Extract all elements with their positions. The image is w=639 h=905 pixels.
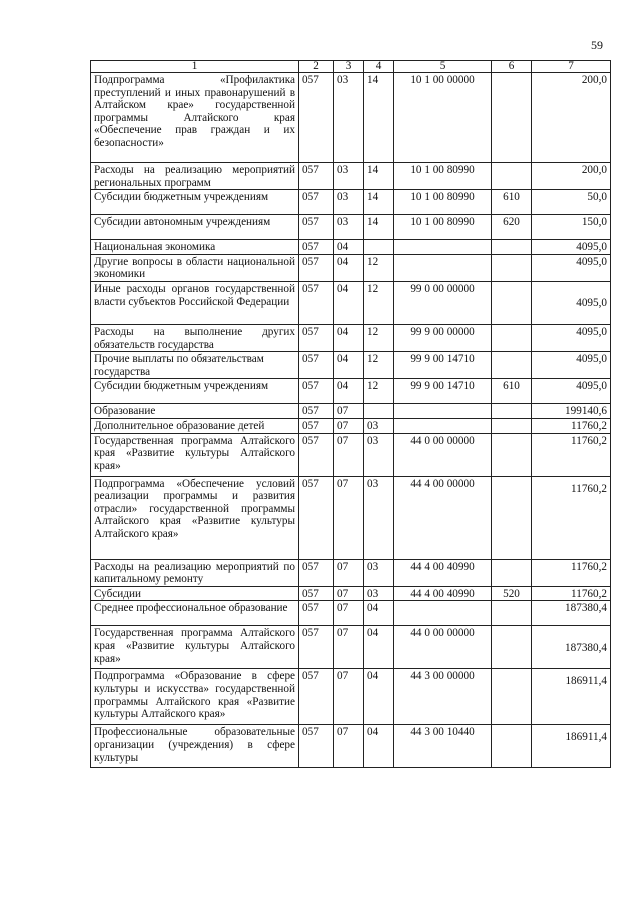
table-row bbox=[91, 73, 611, 163]
row-section: 04 bbox=[334, 324, 364, 351]
row-subsection bbox=[364, 404, 394, 419]
row-amount: 11760,2 bbox=[532, 586, 611, 601]
table-row bbox=[91, 379, 611, 404]
row-name: Расходы на реализацию мероприятий региональных программ bbox=[91, 163, 299, 190]
row-subsection: 12 bbox=[364, 379, 394, 404]
row-target-article bbox=[394, 418, 492, 433]
row-amount: 11760,2 bbox=[532, 433, 611, 476]
row-subsection: 14 bbox=[364, 215, 394, 240]
table-row bbox=[91, 215, 611, 240]
table-row bbox=[91, 433, 611, 476]
row-name: Среднее профессиональное образование bbox=[91, 601, 299, 626]
row-target-article: 44 4 00 00000 bbox=[394, 476, 492, 559]
row-grbs: 057 bbox=[299, 240, 334, 255]
row-section: 04 bbox=[334, 379, 364, 404]
table-row bbox=[91, 404, 611, 419]
row-section: 07 bbox=[334, 476, 364, 559]
row-target-article: 44 4 00 40990 bbox=[394, 586, 492, 601]
row-target-article bbox=[394, 404, 492, 419]
row-grbs: 057 bbox=[299, 190, 334, 215]
table-row bbox=[91, 190, 611, 215]
row-target-article: 10 1 00 80990 bbox=[394, 163, 492, 190]
table-row bbox=[91, 163, 611, 190]
row-amount: 199140,6 bbox=[532, 404, 611, 419]
row-grbs: 057 bbox=[299, 163, 334, 190]
row-amount: 187380,4 bbox=[532, 626, 611, 669]
row-amount: 11760,2 bbox=[532, 418, 611, 433]
row-target-article: 99 9 00 14710 bbox=[394, 352, 492, 379]
row-amount: 11760,2 bbox=[532, 476, 611, 559]
row-expense-type bbox=[492, 254, 532, 281]
row-grbs: 057 bbox=[299, 433, 334, 476]
row-subsection: 14 bbox=[364, 190, 394, 215]
row-section: 07 bbox=[334, 601, 364, 626]
row-expense-type bbox=[492, 476, 532, 559]
budget-table bbox=[90, 60, 611, 768]
row-expense-type bbox=[492, 601, 532, 626]
table-row bbox=[91, 669, 611, 725]
row-section: 07 bbox=[334, 559, 364, 586]
row-subsection: 04 bbox=[364, 669, 394, 725]
row-name: Государственная программа Алтайского края «Развитие культуры Алтайского края» bbox=[91, 626, 299, 669]
row-subsection: 12 bbox=[364, 281, 394, 324]
row-subsection: 12 bbox=[364, 352, 394, 379]
row-name: Образование bbox=[91, 404, 299, 419]
row-target-article: 44 4 00 40990 bbox=[394, 559, 492, 586]
row-expense-type bbox=[492, 73, 532, 163]
table-row bbox=[91, 626, 611, 669]
row-subsection: 14 bbox=[364, 163, 394, 190]
page-number: 59 bbox=[591, 38, 603, 52]
row-target-article: 99 0 00 00000 bbox=[394, 281, 492, 324]
row-grbs: 057 bbox=[299, 586, 334, 601]
row-grbs: 057 bbox=[299, 725, 334, 768]
row-target-article: 44 0 00 00000 bbox=[394, 433, 492, 476]
row-subsection: 03 bbox=[364, 418, 394, 433]
row-expense-type bbox=[492, 626, 532, 669]
row-name: Расходы на реализацию мероприятий по капитальному ремонту bbox=[91, 559, 299, 586]
row-expense-type: 620 bbox=[492, 215, 532, 240]
row-section: 04 bbox=[334, 254, 364, 281]
row-grbs: 057 bbox=[299, 73, 334, 163]
row-name: Государственная программа Алтайского края «Развитие культуры Алтайского края» bbox=[91, 433, 299, 476]
row-target-article: 10 1 00 80990 bbox=[394, 215, 492, 240]
row-expense-type bbox=[492, 559, 532, 586]
row-grbs: 057 bbox=[299, 379, 334, 404]
row-expense-type bbox=[492, 404, 532, 419]
row-amount: 186911,4 bbox=[532, 725, 611, 768]
row-grbs: 057 bbox=[299, 215, 334, 240]
row-subsection bbox=[364, 240, 394, 255]
row-grbs: 057 bbox=[299, 404, 334, 419]
row-expense-type: 520 bbox=[492, 586, 532, 601]
row-target-article: 99 9 00 00000 bbox=[394, 324, 492, 351]
row-name: Дополнительное образование детей bbox=[91, 418, 299, 433]
row-name: Прочие выплаты по обязательствам государства bbox=[91, 352, 299, 379]
row-section: 04 bbox=[334, 240, 364, 255]
row-section: 07 bbox=[334, 669, 364, 725]
row-name: Субсидии bbox=[91, 586, 299, 601]
table-row bbox=[91, 418, 611, 433]
row-grbs: 057 bbox=[299, 476, 334, 559]
row-section: 04 bbox=[334, 352, 364, 379]
header-row bbox=[91, 61, 611, 73]
row-grbs: 057 bbox=[299, 418, 334, 433]
row-grbs: 057 bbox=[299, 559, 334, 586]
row-expense-type: 610 bbox=[492, 379, 532, 404]
row-section: 07 bbox=[334, 418, 364, 433]
row-amount: 50,0 bbox=[532, 190, 611, 215]
table-row bbox=[91, 352, 611, 379]
row-subsection: 12 bbox=[364, 324, 394, 351]
row-name: Другие вопросы в области национальной экономики bbox=[91, 254, 299, 281]
row-name: Субсидии бюджетным учреждениям bbox=[91, 379, 299, 404]
table-row bbox=[91, 586, 611, 601]
row-target-article: 44 3 00 00000 bbox=[394, 669, 492, 725]
row-subsection: 03 bbox=[364, 559, 394, 586]
row-grbs: 057 bbox=[299, 601, 334, 626]
row-section: 07 bbox=[334, 626, 364, 669]
row-section: 04 bbox=[334, 281, 364, 324]
row-subsection: 03 bbox=[364, 433, 394, 476]
row-target-article bbox=[394, 601, 492, 626]
header-col-2: 2 bbox=[299, 61, 334, 73]
row-target-article: 99 9 00 14710 bbox=[394, 379, 492, 404]
row-expense-type bbox=[492, 418, 532, 433]
row-target-article bbox=[394, 240, 492, 255]
row-amount: 200,0 bbox=[532, 73, 611, 163]
row-target-article: 44 3 00 10440 bbox=[394, 725, 492, 768]
row-grbs: 057 bbox=[299, 669, 334, 725]
row-grbs: 057 bbox=[299, 626, 334, 669]
row-subsection: 04 bbox=[364, 626, 394, 669]
row-amount: 200,0 bbox=[532, 163, 611, 190]
header-col-5: 5 bbox=[394, 61, 492, 73]
table-row bbox=[91, 559, 611, 586]
row-target-article bbox=[394, 254, 492, 281]
row-name: Расходы на выполнение других обязательств государства bbox=[91, 324, 299, 351]
row-subsection: 04 bbox=[364, 725, 394, 768]
header-col-1: 1 bbox=[91, 61, 299, 73]
row-expense-type bbox=[492, 433, 532, 476]
header-col-3: 3 bbox=[334, 61, 364, 73]
row-amount: 4095,0 bbox=[532, 240, 611, 255]
row-expense-type bbox=[492, 352, 532, 379]
row-name: Национальная экономика bbox=[91, 240, 299, 255]
row-target-article: 10 1 00 80990 bbox=[394, 190, 492, 215]
table-row bbox=[91, 254, 611, 281]
row-name: Иные расходы органов государственной власти субъектов Российской Федерации bbox=[91, 281, 299, 324]
header-col-4: 4 bbox=[364, 61, 394, 73]
row-grbs: 057 bbox=[299, 352, 334, 379]
row-section: 07 bbox=[334, 404, 364, 419]
row-name: Субсидии автономным учреждениям bbox=[91, 215, 299, 240]
row-grbs: 057 bbox=[299, 254, 334, 281]
row-name: Профессиональные образовательные организации (учреждения) в сфере культуры bbox=[91, 725, 299, 768]
table-row bbox=[91, 476, 611, 559]
header-col-7: 7 bbox=[532, 61, 611, 73]
row-section: 03 bbox=[334, 73, 364, 163]
row-target-article: 10 1 00 00000 bbox=[394, 73, 492, 163]
row-target-article: 44 0 00 00000 bbox=[394, 626, 492, 669]
row-expense-type bbox=[492, 281, 532, 324]
row-expense-type bbox=[492, 163, 532, 190]
row-expense-type bbox=[492, 725, 532, 768]
table-row bbox=[91, 725, 611, 768]
row-expense-type bbox=[492, 324, 532, 351]
row-amount: 187380,4 bbox=[532, 601, 611, 626]
row-amount: 11760,2 bbox=[532, 559, 611, 586]
row-amount: 4095,0 bbox=[532, 324, 611, 351]
row-amount: 4095,0 bbox=[532, 281, 611, 324]
row-amount: 4095,0 bbox=[532, 379, 611, 404]
row-name: Подпрограмма «Обеспечение условий реализации программы и развития отрасли» государственной программы Алтайского края «Развитие культуры Алтайского края» bbox=[91, 476, 299, 559]
row-section: 07 bbox=[334, 725, 364, 768]
table-row bbox=[91, 240, 611, 255]
row-amount: 150,0 bbox=[532, 215, 611, 240]
row-name: Субсидии бюджетным учреждениям bbox=[91, 190, 299, 215]
row-expense-type: 610 bbox=[492, 190, 532, 215]
row-section: 03 bbox=[334, 163, 364, 190]
row-expense-type bbox=[492, 240, 532, 255]
row-grbs: 057 bbox=[299, 281, 334, 324]
row-amount: 186911,4 bbox=[532, 669, 611, 725]
row-subsection: 03 bbox=[364, 476, 394, 559]
table-row bbox=[91, 601, 611, 626]
row-section: 03 bbox=[334, 190, 364, 215]
table-row bbox=[91, 324, 611, 351]
row-subsection: 14 bbox=[364, 73, 394, 163]
row-section: 07 bbox=[334, 586, 364, 601]
row-amount: 4095,0 bbox=[532, 254, 611, 281]
row-name: Подпрограмма «Профилактика преступлений и иных правонарушений в Алтайском крае» государственной программы Алтайского края «Обеспечение прав граждан и их безопасности» bbox=[91, 73, 299, 163]
row-name: Подпрограмма «Образование в сфере культуры и искусства» государственной программы Алтайского края «Развитие культуры Алтайского края» bbox=[91, 669, 299, 725]
row-amount: 4095,0 bbox=[532, 352, 611, 379]
row-subsection: 03 bbox=[364, 586, 394, 601]
row-section: 03 bbox=[334, 215, 364, 240]
row-section: 07 bbox=[334, 433, 364, 476]
row-grbs: 057 bbox=[299, 324, 334, 351]
row-subsection: 12 bbox=[364, 254, 394, 281]
table-row bbox=[91, 281, 611, 324]
row-subsection: 04 bbox=[364, 601, 394, 626]
header-col-6: 6 bbox=[492, 61, 532, 73]
row-expense-type bbox=[492, 669, 532, 725]
